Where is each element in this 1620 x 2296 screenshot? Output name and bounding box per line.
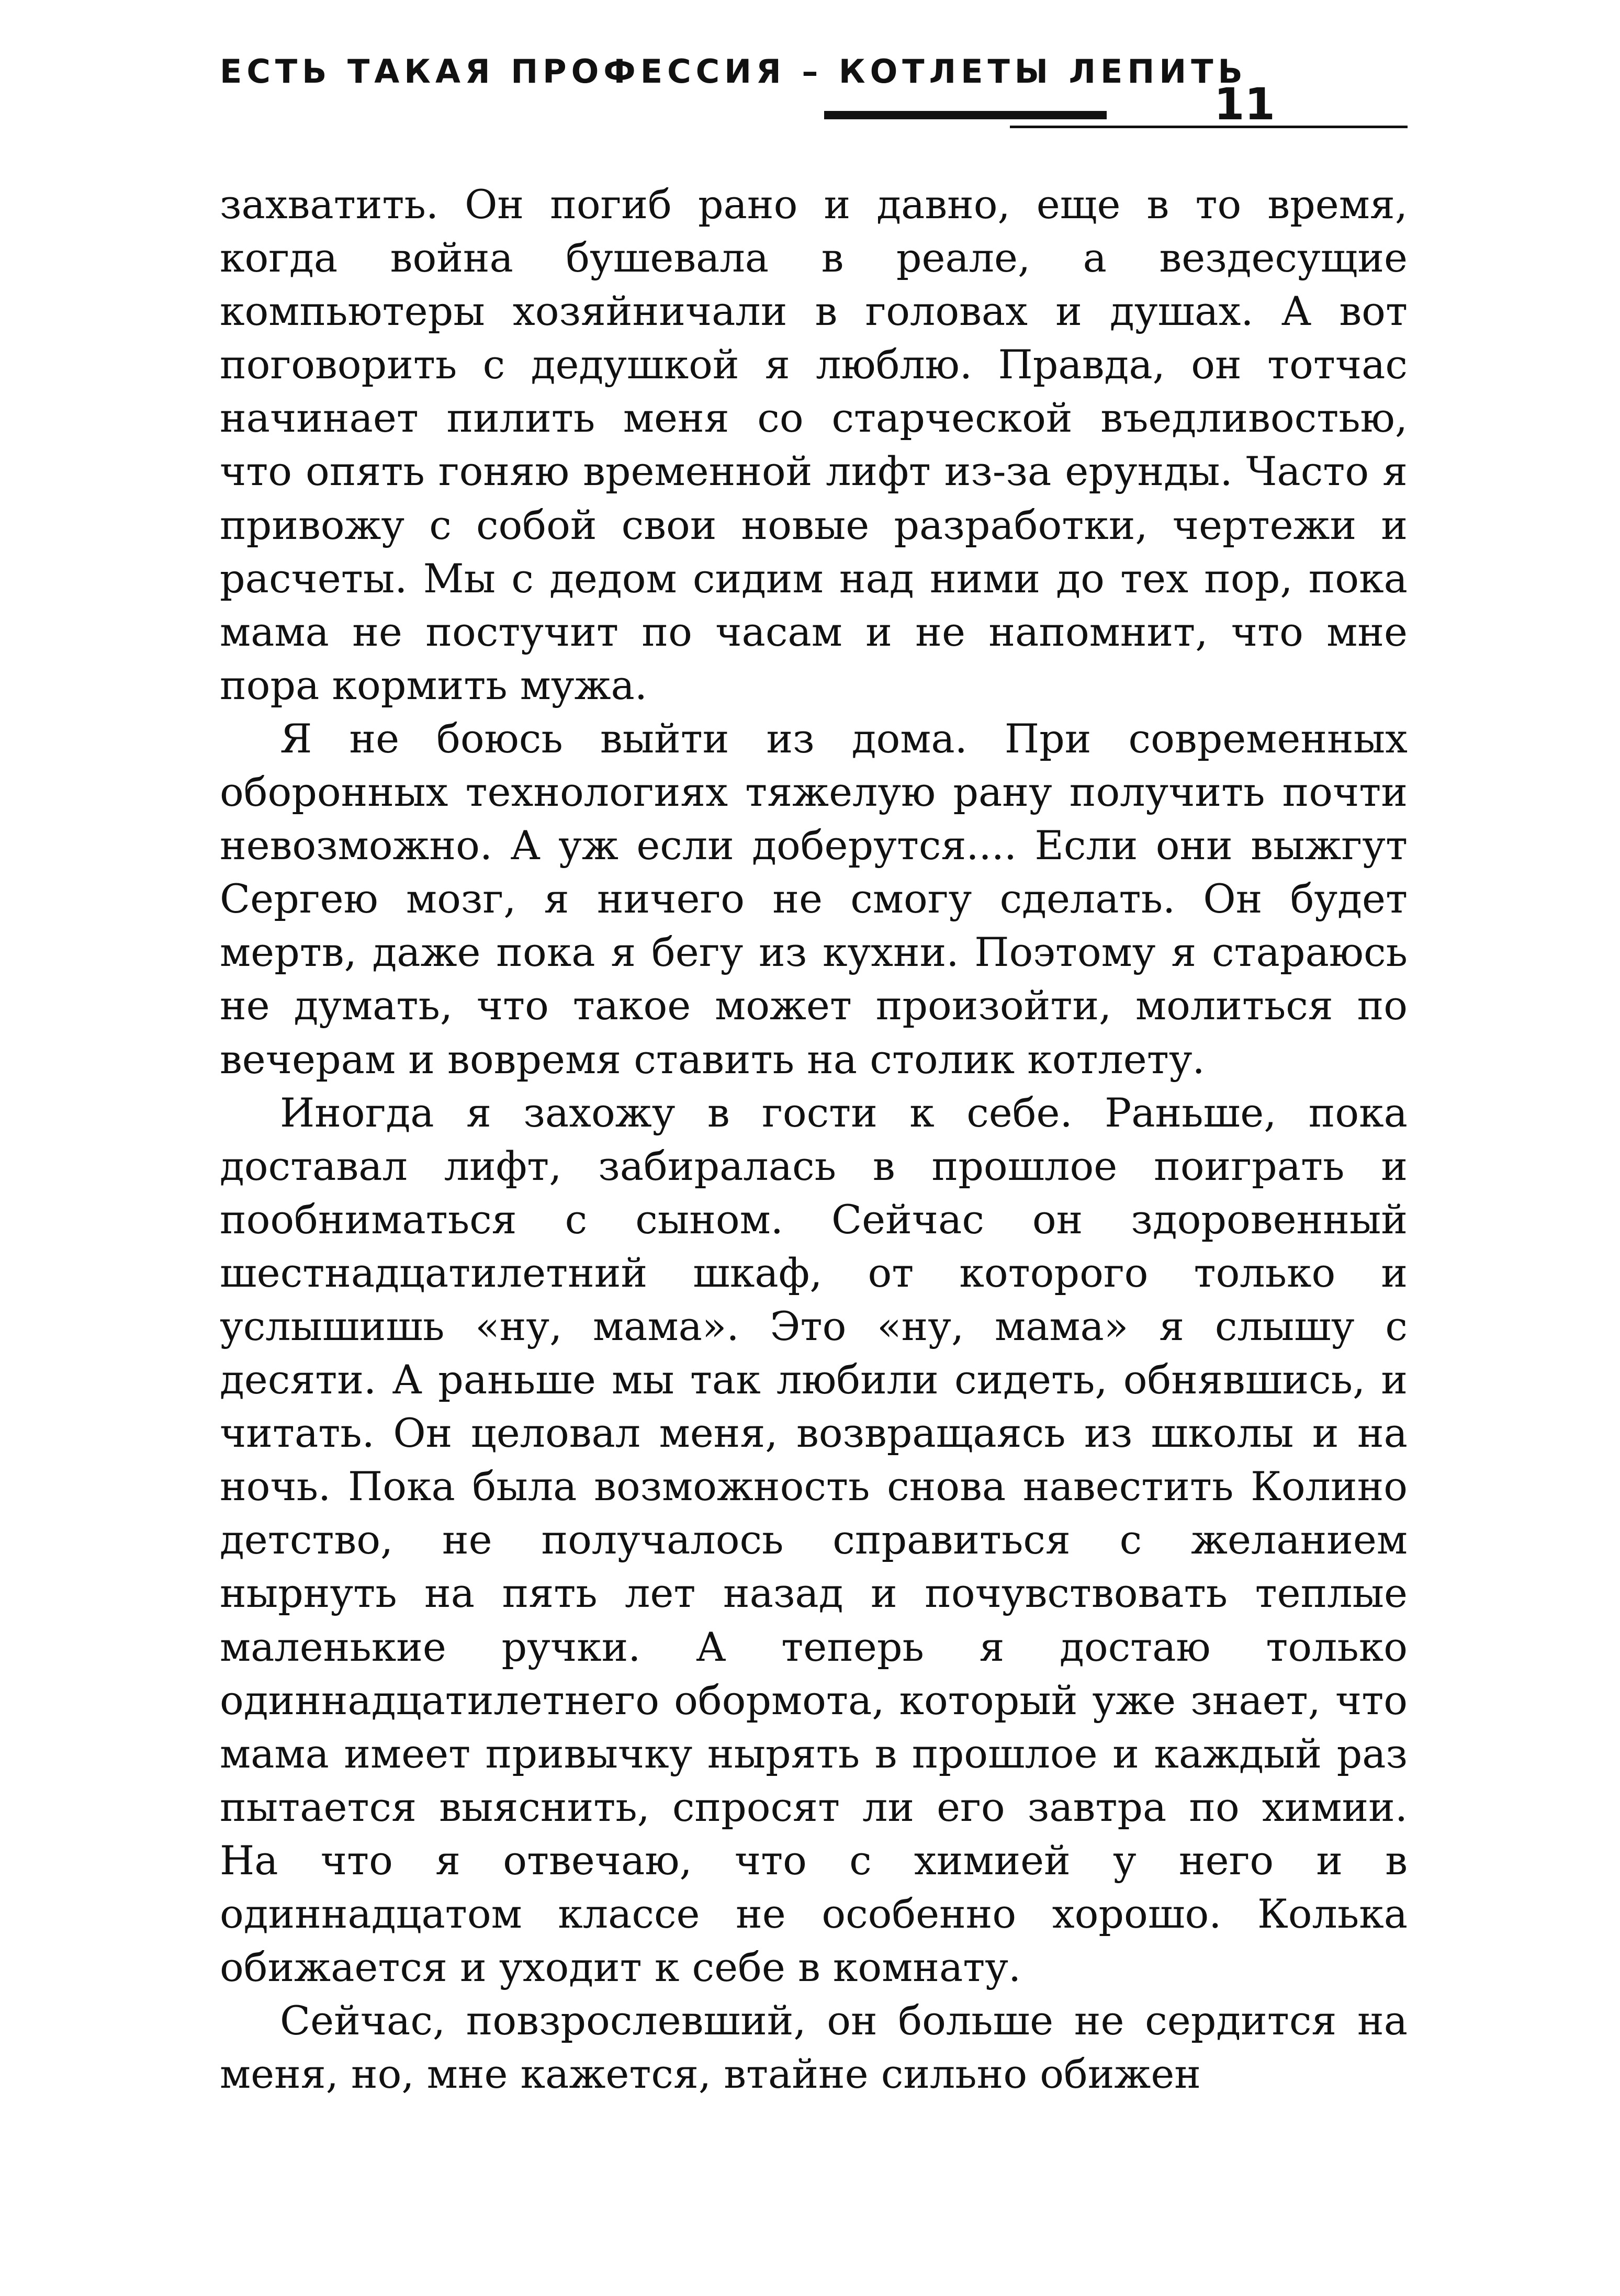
paragraph-3: Иногда я захожу в гости к себе. Раньше, пока доставал лифт, забиралась в прошлое поиграть и пообниматься с сыном. Сейчас он здоровенный шестнадцатилетний шкаф, от которого только и услышишь «ну, мама». Это «ну, мама» я слышу с десяти. А раньше мы так любили сидеть, обнявшись, и читать. Он целовал меня, возвращаясь из школы и на ночь. Пока была возможность снова навестить Колино детство, не получалось справиться с желанием нырнуть на пять лет назад и почувствовать теплые маленькие ручки. А теперь я достаю только одиннадцатилетнего обормота, который уже знает, что мама имеет привычку нырять в прошлое и каждый раз пытается выяснить, спросят ли его завтра по химии. На что я отвечаю, что с химией у него и в одиннадцатом классе не особенно хорошо. Колька обижается и уходит к себе в комнату. xyxy=(220,1089,1408,1991)
body-text xyxy=(220,178,1408,2101)
header-rule-thin xyxy=(1010,126,1408,128)
paragraph-2: Я не боюсь выйти из дома. При современных оборонных технологиях тяжелую рану получить почти невозможно. А уж если доберутся.... Если они выжгут Сергею мозг, я ничего не смогу сделать. Он будет мертв, даже пока я бегу из кухни. Поэтому я стараюсь не думать, что такое может произойти, молиться по вечерам и вовремя ставить на столик котлету. xyxy=(220,715,1408,1083)
paragraph-1: захватить. Он погиб рано и давно, еще в то время, когда война бушевала в реале, а вездесущие компьютеры хозяйничали в головах и душах. А вот поговорить с дедушкой я люблю. Правда, он тотчас начинает пилить меня со старческой въедливостью, что опять гоняю временной лифт из-за ерунды. Часто я привожу с собой свои новые разработки, чертежи и расчеты. Мы с дедом сидим над ними до тех пор, пока мама не постучит по часам и не напомнит, что мне пора кормить мужа. xyxy=(220,181,1408,708)
paragraph-4: Сейчас, повзрослевший, он больше не сердится на меня, но, мне кажется, втайне сильно обижен xyxy=(220,1997,1408,2098)
running-title: ЕСТЬ ТАКАЯ ПРОФЕССИЯ – КОТЛЕТЫ ЛЕПИТЬ xyxy=(220,52,1247,91)
page-number: 11 xyxy=(1214,78,1275,130)
header-rule-thick xyxy=(824,111,1107,119)
